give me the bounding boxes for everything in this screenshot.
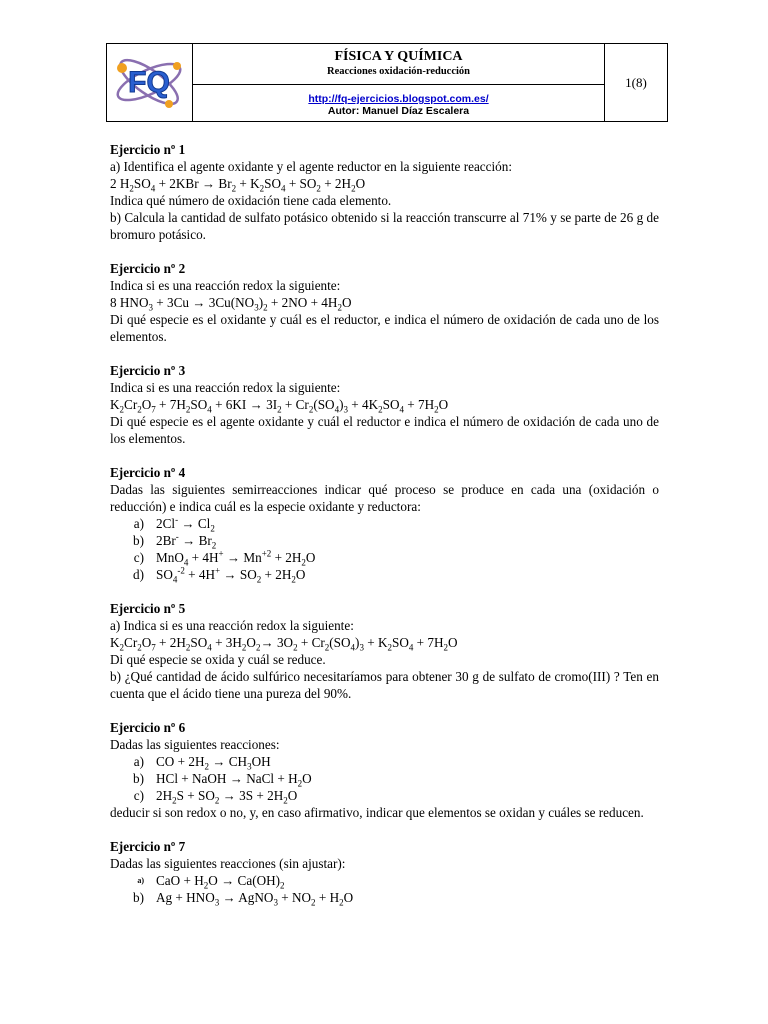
list-item: a) CaO + $H_2O \to Ca(OH)_2$ bbox=[137, 873, 285, 891]
exercise-title: Ejercicio nº 5 bbox=[110, 601, 186, 616]
arrow-icon: → bbox=[181, 516, 195, 531]
arrow-icon: → bbox=[182, 533, 196, 548]
exercise-2 bbox=[110, 260, 659, 345]
page-number: 1(8) bbox=[625, 74, 647, 90]
exercise-text: Dadas las siguientes semirreacciones indicar qué proceso se produce en cada una (oxidación o reducción) e indica cuál es la especie oxidante y reductora: bbox=[110, 482, 659, 514]
exercise-6 bbox=[110, 719, 659, 821]
exercise-text: Dadas las siguientes reacciones (sin ajustar): bbox=[110, 856, 346, 871]
list-item: a) $2Cl^- \to Cl_2$ bbox=[133, 514, 215, 534]
list-item: c) $2H_2S + SO_2 \to 3S + 2H_2O$ bbox=[133, 788, 298, 806]
header-title-cell bbox=[193, 44, 604, 85]
exercise-title: Ejercicio nº 1 bbox=[110, 142, 186, 157]
arrow-icon: → bbox=[229, 771, 243, 786]
exercise-text: b) ¿Qué cantidad de ácido sulfúrico necesitaríamos para obtener 30 g de sulfato de cromo(III) ? Ten en cuenta que el ácido tiene una pureza del 90%. bbox=[110, 669, 659, 701]
logo-cell bbox=[107, 44, 193, 121]
exercise-title: Ejercicio nº 6 bbox=[110, 720, 186, 735]
equation: $K_2Cr_2O_7 + 7H_2SO_4 + 6KI \to 3I_2 + Cr_2(SO_4)_3 + 4K_2SO_4 + 7H_2O$ bbox=[110, 397, 449, 415]
exercise-text: Di qué especie es el oxidante y cuál es el reductor, e indica el número de oxidación de cada uno de los elementos. bbox=[110, 312, 659, 344]
list-item: d) $SO_4^{-2} + 4H^+ \to SO_2 + 2H_2O$ bbox=[133, 565, 306, 585]
blog-link[interactable]: http://fq-ejercicios.blogspot.com.es/ bbox=[308, 93, 489, 105]
exercise-title: Ejercicio nº 2 bbox=[110, 261, 186, 276]
arrow-icon: → bbox=[222, 788, 236, 803]
exercise-text: a) Identifica el agente oxidante y el agente reductor en la siguiente reacción: bbox=[110, 159, 513, 174]
exercise-3 bbox=[110, 362, 659, 447]
equation: 2 $H_2SO_4 + 2KBr \to Br_2 + K_2SO_4 + SO_2 + 2H_2O$ bbox=[110, 176, 366, 194]
logo-text: FQ bbox=[128, 66, 170, 99]
exercise-1 bbox=[110, 141, 659, 243]
exercise-text: Indica si es una reacción redox la siguiente: bbox=[110, 278, 341, 293]
exercise-5 bbox=[110, 600, 659, 702]
exercise-title: Ejercicio nº 7 bbox=[110, 839, 186, 854]
exercise-text: deducir si son redox o no, y, en caso afirmativo, indicar que elementos se oxidan y cuáles se reducen. bbox=[110, 805, 644, 820]
arrow-icon: → bbox=[223, 567, 237, 582]
exercise-text: Indica qué número de oxidación tiene cada elemento. bbox=[110, 193, 392, 208]
arrow-icon: → bbox=[260, 635, 274, 650]
author-line: Autor: Manuel Díaz Escalera bbox=[327, 105, 470, 117]
exercise-text: b) Calcula la cantidad de sulfato potásico obtenido si la reacción transcurre al 71% y se parte de 26 g de bromuro potásico. bbox=[110, 210, 659, 242]
header-info-cell bbox=[193, 84, 604, 121]
list-item: c) $MnO_4 + 4H^+ \to Mn^{+2} + 2H_2O$ bbox=[133, 548, 316, 568]
arrow-icon: → bbox=[221, 873, 235, 888]
atom-logo-icon bbox=[107, 44, 191, 120]
page-title: FÍSICA Y QUÍMICA bbox=[334, 49, 463, 64]
exercise-text: a) Indica si es una reacción redox la siguiente: bbox=[110, 618, 354, 633]
exercise-title: Ejercicio nº 4 bbox=[110, 465, 186, 480]
page-subtitle: Reacciones oxidación-reducción bbox=[326, 66, 470, 77]
arrow-icon: → bbox=[201, 176, 216, 191]
exercise-7 bbox=[110, 838, 659, 906]
exercise-text: Di qué especie se oxida y cuál se reduce. bbox=[110, 652, 326, 667]
header-center bbox=[193, 44, 605, 121]
list-item: b) HCl + NaOH → NaCl + $H_2O$ bbox=[133, 771, 312, 789]
equation: $K_2Cr_2O_7 + 2H_2SO_4 + 3H_2O_2\to 3O_2 + Cr_2(SO_4)_3 + K_2SO_4 + 7H_2O$ bbox=[110, 635, 458, 653]
equation: 8 $HNO_3 + 3Cu \to 3Cu(NO_3)_2 + 2NO + 4H_2O$ bbox=[110, 295, 352, 313]
list-item: b) $2Br^- \to Br_2$ bbox=[133, 531, 217, 551]
list-item: b) $Ag + HNO_3$ → AgNO$_3$ + $NO_2 + H_2O$ bbox=[133, 890, 354, 908]
arrow-icon: → bbox=[222, 890, 236, 905]
arrow-icon: → bbox=[212, 754, 226, 769]
exercise-text: Dadas las siguientes reacciones: bbox=[110, 737, 280, 752]
arrow-icon: → bbox=[249, 397, 263, 412]
exercise-content bbox=[110, 141, 659, 923]
exercise-4 bbox=[110, 464, 659, 583]
exercise-text: Indica si es una reacción redox la siguiente: bbox=[110, 380, 341, 395]
exercise-title: Ejercicio nº 3 bbox=[110, 363, 186, 378]
exercise-text: Di qué especie es el agente oxidante y cuál el reductor e indica el número de oxidación de cada uno de los elementos. bbox=[110, 414, 659, 446]
arrow-icon: → bbox=[226, 550, 241, 565]
arrow-icon: → bbox=[192, 295, 206, 310]
header-table bbox=[106, 43, 668, 122]
list-item: a) CO + $2H_2 \to CH_3OH$ bbox=[133, 754, 271, 772]
